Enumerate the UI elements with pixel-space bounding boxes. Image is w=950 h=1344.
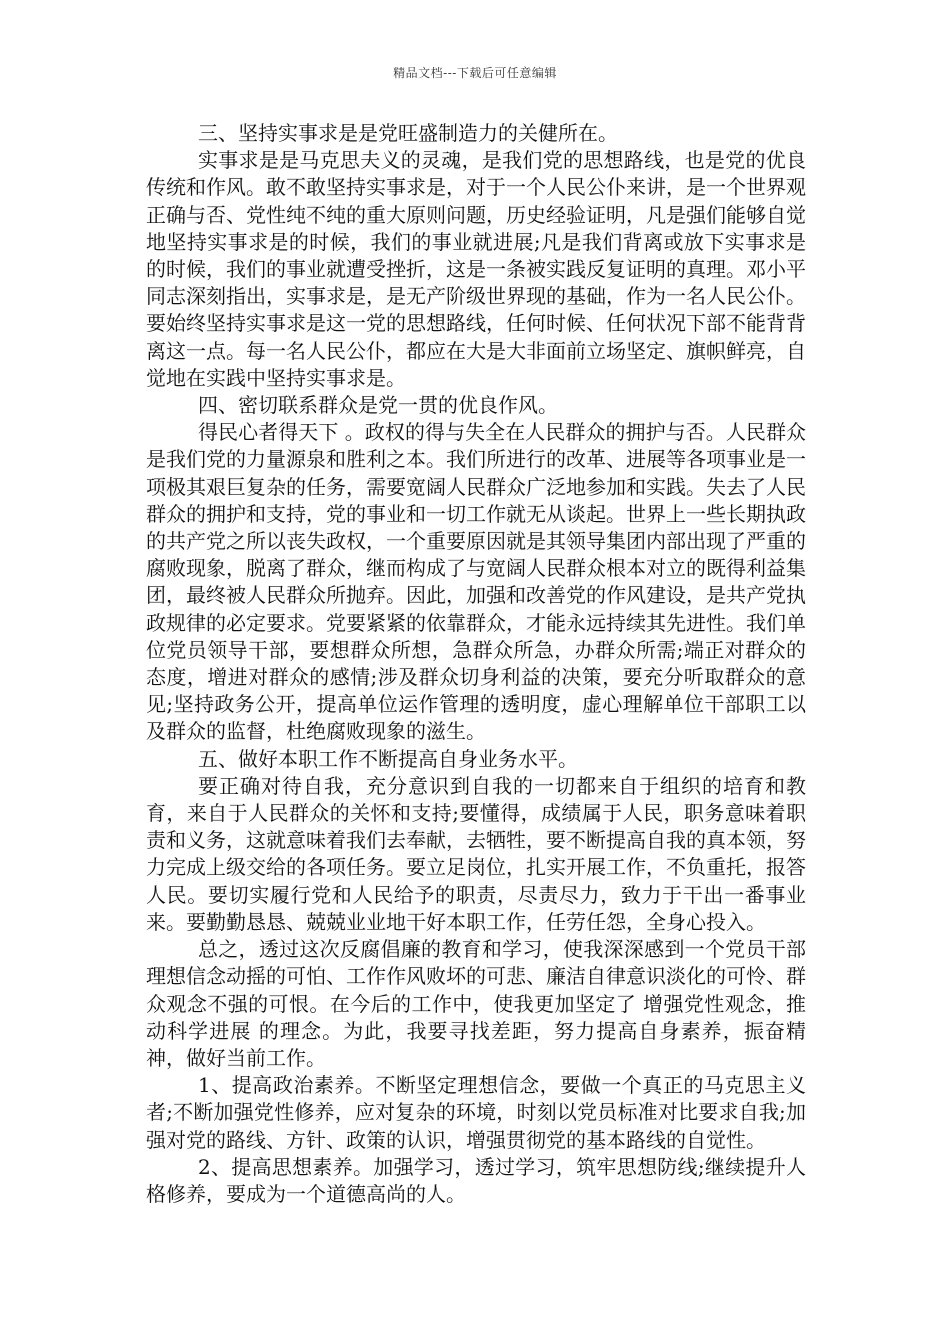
section-heading: 四、密切联系群众是党一贯的优良作风。 [198, 393, 558, 418]
section-heading: 五、做好本职工作不断提高自身业务水平。 [198, 746, 578, 771]
paragraph: 要正确对待自我，充分意识到自我的一切都来自于组织的培育和教育，来自于人民群众的关怀和支持;要懂得，成绩属于人民，职务意味着职责和义务，这就意味着我们去奉献，去牺牲，要不断提高自我的真本领，努力完成上级交给的各项任务。要立足岗位，扎实开展工作，不负重托，报答人民。要切实履行党和人民给予的职责，尽责尽力，致力于干出一番事业来。要勤勤恳恳、兢兢业业地干好本职工作，任劳任怨，全身心投入。 [146, 773, 806, 934]
document-body [146, 120, 806, 1208]
paragraph: 实事求是是马克思夫义的灵魂，是我们党的思想路线，也是党的优良传统和作风。敢不敢坚持实事求是，对于一个人民公仆来讲，是一个世界观正确与否、党性纯不纯的重大原则问题，历史经验证明，凡是强们能够自觉地坚持实事求是的时候，我们的事业就进展;凡是我们背离或放下实事求是的时候，我们的事业就遭受挫折，这是一条被实践反复证明的真理。邓小平同志深刻指出，实事求是，是无产阶级世界现的基础，作为一名人民公仆。要始终坚持实事求是这一党的思想路线，任何时候、任何状况下部不能背背离这一点。每一名人民公仆，都应在大是大非面前立场坚定、旗帜鲜亮，自觉地在实践中坚持实事求是。 [146, 148, 806, 390]
page-header: 精品文档---下载后可任意编辑 [393, 66, 557, 80]
section-heading: 三、坚持实事求是是党旺盛制造力的关健所在。 [198, 121, 618, 145]
list-item: 2、提高思想素养。加强学习，透过学习，筑牢思想防线;继续提升人格修养，要成为一个道德高尚的人。 [146, 1154, 806, 1206]
paragraph: 总之，透过这次反腐倡廉的教育和学习，使我深深感到一个党员干部理想信念动摇的可怕、工作作风败坏的可悲、廉洁自律意识淡化的可怜、群众观念不强的可恨。在今后的工作中，使我更加坚定了 增强党性观念，推动科学进展 的理念。为此，我要寻找差距，努力提高自身素养，振奋精神，做好当前工作。 [146, 937, 806, 1070]
paragraph: 得民心者得天下 。政权的得与失全在人民群众的拥护与否。人民群众是我们党的力量源泉和胜利之本。我们所进行的改革、进展等各项事业是一项极其艰巨复杂的任务，需要宽阔人民群众广泛地参加和实践。失去了人民群众的拥护和支持，党的事业和一切工作就无从谈起。世界上一些长期执政的共产党之所以丧失政权，一个重要原因就是其领导集团内部出现了严重的腐败现象，脱离了群众，继而构成了与宽阔人民群众根本对立的既得利益集团，最终被人民群众所抛弃。因此，加强和改善党的作风建设，是共产党执政规律的必定要求。党要紧紧的依靠群众，才能永远持续其先进性。我们单位党员领导干部，要想群众所想，急群众所急，办群众所需;端正对群众的态度，增进对群众的感情;涉及群众切身利益的决策，要充分听取群众的意见;坚持政务公开，提高单位运作管理的透明度，虚心理解单位干部职工以及群众的监督，杜绝腐败现象的滋生。 [146, 420, 806, 744]
list-item: 1、提高政治素养。不断坚定理想信念，要做一个真正的马克思主义者;不断加强党性修养，应对复杂的环境，时刻以党员标准对比要求自我;加强对党的路线、方针、政策的认识，增强贯彻党的基本路线的自觉性。 [146, 1073, 806, 1152]
